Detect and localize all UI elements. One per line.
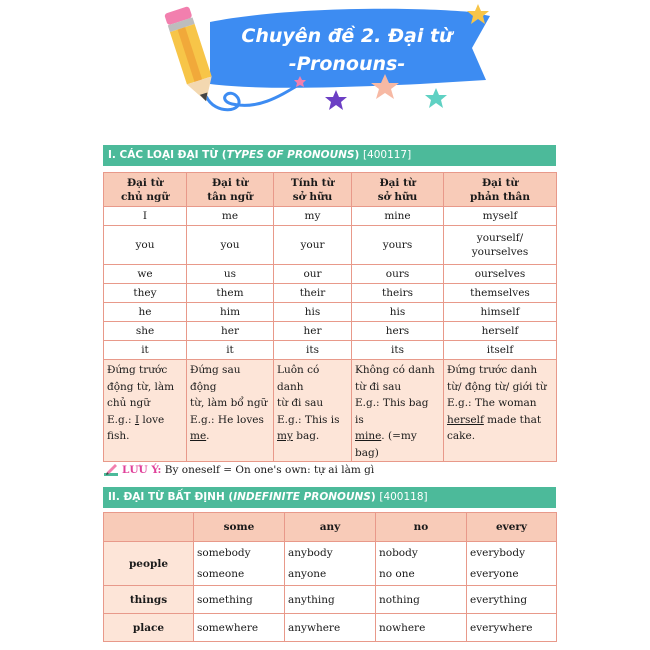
description-cell: Đứng trước danh từ/ động từ/ giới từ E.g.: The woman herself made that cake. (444, 360, 557, 462)
table-cell: her (274, 322, 352, 341)
table-cell: theirs (352, 284, 444, 303)
table-cell: you (104, 226, 187, 265)
column-header: Đại từ tân ngữ (187, 173, 274, 207)
table-cell: its (352, 341, 444, 360)
description-cell: Không có danh từ đi sau E.g.: This bag is mine. (=my bag) (352, 360, 444, 462)
table-cell: his (274, 303, 352, 322)
banner-title (232, 22, 462, 78)
row-header: things (104, 586, 194, 614)
indefinite-pronouns-table (103, 512, 557, 642)
section-code: [400117] (362, 149, 412, 161)
table-cell: everywhere (467, 614, 557, 642)
table-row (104, 614, 557, 642)
title-banner (0, 0, 650, 125)
star-icon (325, 90, 347, 110)
table-cell: it (187, 341, 274, 360)
table-cell: mine (352, 207, 444, 226)
section-title: II. ĐẠI TỪ BẤT ĐỊNH ( (108, 491, 234, 503)
description-cell: Đứng trước động từ, làm chủ ngữ E.g.: I love fish. (104, 360, 187, 462)
table-cell: me (187, 207, 274, 226)
note-label: LƯU Ý: (122, 464, 162, 476)
table-cell: they (104, 284, 187, 303)
column-header: no (376, 513, 467, 542)
table-cell: it (104, 341, 187, 360)
table-cell: herself (444, 322, 557, 341)
table-cell: everybody everyone (467, 542, 557, 586)
table-cell: anybody anyone (285, 542, 376, 586)
table-row (104, 322, 557, 341)
table-cell: his (352, 303, 444, 322)
column-header: Đại từ chủ ngữ (104, 173, 187, 207)
banner-title-line1: Chuyên đề 2. Đại từ (241, 25, 453, 47)
section-title: I. CÁC LOẠI ĐẠI TỪ ( (108, 149, 227, 161)
table-row (104, 341, 557, 360)
table-row (104, 207, 557, 226)
table-cell: everything (467, 586, 557, 614)
table-cell: he (104, 303, 187, 322)
table-cell: nowhere (376, 614, 467, 642)
table-row (104, 586, 557, 614)
table-cell: something (194, 586, 285, 614)
table-cell: ours (352, 265, 444, 284)
table-cell: nothing (376, 586, 467, 614)
column-header (104, 513, 194, 542)
section-title-close: ) (354, 149, 360, 161)
table-header-row (104, 173, 557, 207)
table-cell: I (104, 207, 187, 226)
table-cell: its (274, 341, 352, 360)
table-cell: she (104, 322, 187, 341)
table-row (104, 226, 557, 265)
table-cell: them (187, 284, 274, 303)
section-code: [400118] (379, 491, 428, 503)
column-header: Đại từ sở hữu (352, 173, 444, 207)
description-cell: Đứng sau động từ, làm bổ ngữ E.g.: He loves me. (187, 360, 274, 462)
column-header: some (194, 513, 285, 542)
table-row (104, 303, 557, 322)
column-header: every (467, 513, 557, 542)
table-cell: our (274, 265, 352, 284)
table-cell: you (187, 226, 274, 265)
table-cell: their (274, 284, 352, 303)
note-text: By oneself = On one's own: tự ai làm gì (161, 464, 375, 476)
row-header: place (104, 614, 194, 642)
table-row (104, 542, 557, 586)
column-header: any (285, 513, 376, 542)
section-title-close: ) (370, 491, 376, 503)
section-title-en: TYPES OF PRONOUNS (226, 149, 355, 161)
banner-title-line2: -Pronouns- (288, 53, 406, 75)
table-cell: anything (285, 586, 376, 614)
table-cell: myself (444, 207, 557, 226)
table-cell: itself (444, 341, 557, 360)
description-cell: Luôn có danh từ đi sau E.g.: This is my bag. (274, 360, 352, 462)
table-cell: anywhere (285, 614, 376, 642)
table-cell: somewhere (194, 614, 285, 642)
table-cell: us (187, 265, 274, 284)
column-header: Đại từ phản thân (444, 173, 557, 207)
note-line (103, 462, 374, 476)
table-header-row (104, 513, 557, 542)
table-row (104, 284, 557, 303)
swirl-line (206, 84, 300, 110)
section-header-indefinite (103, 487, 556, 508)
table-cell: somebody someone (194, 542, 285, 586)
column-header: Tính từ sở hữu (274, 173, 352, 207)
table-row (104, 265, 557, 284)
table-cell: him (187, 303, 274, 322)
table-cell: hers (352, 322, 444, 341)
table-cell: yourself/ yourselves (444, 226, 557, 265)
table-cell: nobody no one (376, 542, 467, 586)
table-cell: my (274, 207, 352, 226)
table-cell: themselves (444, 284, 557, 303)
pencil-icon (103, 462, 119, 476)
description-row (104, 360, 557, 462)
table-cell: your (274, 226, 352, 265)
table-cell: yours (352, 226, 444, 265)
star-icon (425, 88, 447, 108)
table-cell: himself (444, 303, 557, 322)
row-header: people (104, 542, 194, 586)
section-header-types (103, 145, 556, 166)
section-title-en: INDEFINITE PRONOUNS (233, 491, 371, 503)
table-cell: ourselves (444, 265, 557, 284)
table-cell: her (187, 322, 274, 341)
table-cell: we (104, 265, 187, 284)
pronoun-types-table (103, 172, 557, 462)
